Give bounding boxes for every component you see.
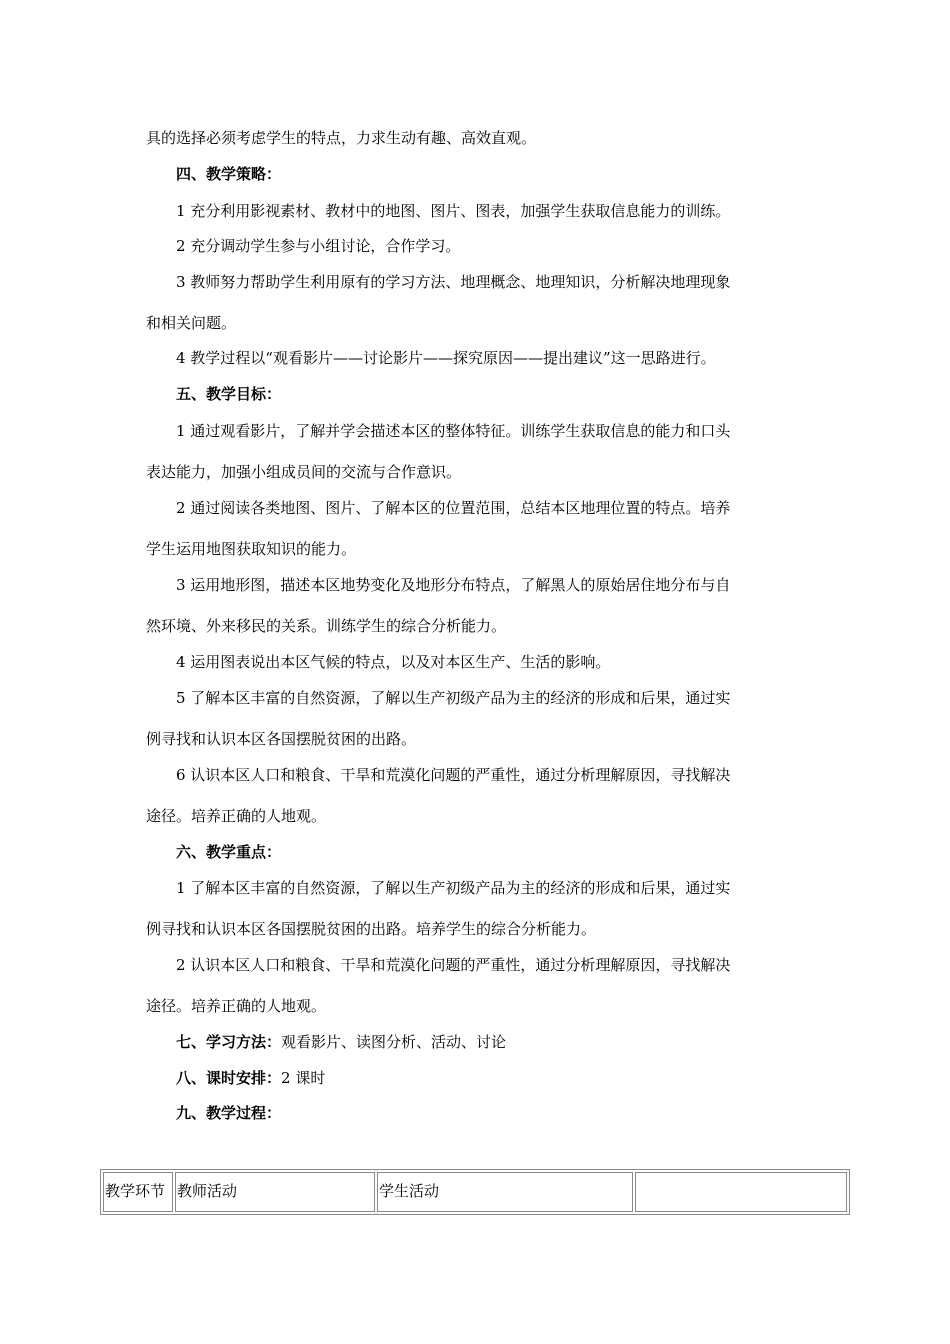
goal-item-5: 5 了解本区丰富的自然资源，了解以生产初级产品为主的经济的形成和后果，通过实 (176, 689, 731, 707)
section-heading-process: 九、教学过程： (176, 1104, 282, 1122)
goal-item-5-cont: 例寻找和认识本区各国摆脱贫困的出路。 (146, 730, 417, 748)
strategy-item-3: 3 教师努力帮助学生利用原有的学习方法、地理概念、地理知识，分析解决地理现象 (176, 273, 731, 291)
schedule-label: 八、课时安排： (176, 1069, 282, 1087)
table-header-cell: 学生活动 (377, 1172, 633, 1212)
table-header-cell: 教师活动 (175, 1172, 375, 1212)
strategy-item-3-cont: 和相关问题。 (146, 314, 237, 332)
teaching-process-table (100, 1169, 850, 1215)
keypoint-item-1: 1 了解本区丰富的自然资源，了解以生产初级产品为主的经济的形成和后果，通过实 (176, 879, 731, 897)
keypoint-item-2: 2 认识本区人口和粮食、干旱和荒漠化问题的严重性，通过分析理解原因，寻找解决 (176, 956, 731, 974)
section-heading-strategy: 四、教学策略： (176, 165, 282, 183)
goal-item-3-cont: 然环境、外来移民的关系。训练学生的综合分析能力。 (146, 617, 507, 635)
schedule-value: 2 课时 (281, 1069, 326, 1087)
strategy-item-2: 2 充分调动学生参与小组讨论，合作学习。 (176, 237, 461, 255)
strategy-item-1: 1 充分利用影视素材、教材中的地图、图片、图表，加强学生获取信息能力的训练。 (176, 202, 731, 220)
goal-item-1-cont: 表达能力，加强小组成员间的交流与合作意识。 (146, 463, 462, 481)
goal-item-3: 3 运用地形图，描述本区地势变化及地形分布特点，了解黑人的原始居住地分布与自 (176, 576, 731, 594)
section-heading-keypoints: 六、教学重点： (176, 843, 282, 861)
method-label: 七、学习方法： (176, 1033, 282, 1051)
goal-item-6: 6 认识本区人口和粮食、干旱和荒漠化问题的严重性，通过分析理解原因，寻找解决 (176, 766, 731, 784)
goal-item-6-cont: 途径。培养正确的人地观。 (146, 807, 327, 825)
goal-item-1: 1 通过观看影片，了解并学会描述本区的整体特征。训练学生获取信息的能力和口头 (176, 422, 731, 440)
goal-item-2: 2 通过阅读各类地图、图片、了解本区的位置范围，总结本区地理位置的特点。培养 (176, 499, 731, 517)
table-header-cell (635, 1172, 847, 1212)
keypoint-item-2-cont: 途径。培养正确的人地观。 (146, 997, 327, 1015)
section-method (176, 1032, 506, 1052)
strategy-item-4: 4 教学过程以“观看影片——讨论影片——探究原因——提出建议”这一思路进行。 (176, 349, 716, 367)
goal-item-2-cont: 学生运用地图获取知识的能力。 (146, 540, 357, 558)
section-heading-goals: 五、教学目标： (176, 385, 282, 403)
goal-item-4: 4 运用图表说出本区气候的特点，以及对本区生产、生活的影响。 (176, 653, 611, 671)
keypoint-item-1-cont: 例寻找和认识本区各国摆脱贫困的出路。培养学生的综合分析能力。 (146, 920, 597, 938)
section-schedule (176, 1068, 325, 1088)
table-header-cell: 教学环节 (103, 1172, 173, 1212)
method-value: 观看影片、读图分析、活动、讨论 (281, 1033, 507, 1051)
paragraph: 具的选择必须考虑学生的特点，力求生动有趣、高效直观。 (146, 129, 537, 147)
